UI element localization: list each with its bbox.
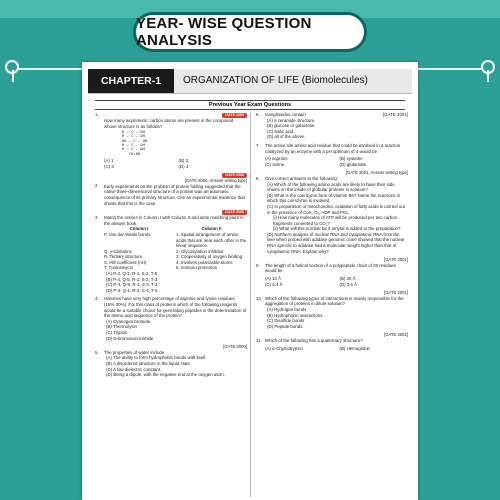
option-b: (B) P-4, Q-5, R-1, S-2, T-3 [106, 276, 158, 282]
option-b: (B) A disordered structure in the liquid state. [106, 360, 192, 366]
match-left: Q. γ-Globulins [104, 248, 132, 254]
chemical-structure: H — C — OH H — C — OH HO — C — OH H — C — OH H — C — OH CH₂OH [122, 129, 148, 156]
option-a: (A) Cyanogen bromide [106, 318, 151, 324]
column-divider [250, 112, 251, 497]
question-text: Give correct answers to the following: [265, 175, 338, 181]
answer-options [265, 346, 408, 352]
question-2 [95, 172, 247, 206]
option-c: (C) Disulfide bonds [267, 318, 305, 324]
option-b: (B) 2 [178, 157, 189, 163]
option-a: (A) α-Chymotrypsin [265, 345, 303, 351]
match-left: P. Van der Waals bonds [104, 231, 151, 237]
answer-options [265, 156, 408, 167]
question-number: 1. [95, 112, 99, 117]
match-right: 5. Immuno protection [176, 265, 218, 271]
option-a: (A) a ceramide structure. [267, 117, 316, 123]
option-c: (C) 5.4 Å [265, 281, 283, 287]
match-right: 4. Involves polarizable atoms [176, 259, 233, 265]
option-a: (A) The ability to form hydrophobic bonds with itself. [106, 355, 207, 361]
option-b: (B) Thermolysin [106, 324, 137, 330]
option-d: (D) Being a dipole, with the negative end at the oxygen atom. [106, 372, 225, 378]
option-a: (A) 10 Å [265, 276, 282, 282]
column-1-header: Column I [129, 226, 149, 232]
option-b: (B) Hydrophobic interactions [267, 312, 323, 318]
question-4 [95, 296, 247, 341]
question-1 [95, 112, 247, 169]
option-a: (A) P-3, Q-1, R-4, S-2, T-5 [106, 271, 158, 277]
option-d: (D) N-bromosuccinimide [106, 335, 154, 341]
question-source: [GATE 2001] [384, 290, 408, 296]
answer-options [104, 158, 247, 169]
question-8 [256, 170, 408, 254]
match-left: T. Tunicamycin [104, 265, 134, 271]
part-c-i: (i) How many molecules of ATP will be produced per two carbon fragments converted to CO₂? [273, 215, 398, 226]
part-a: (A) Which of the following amino acids are likely to have their side chains on the inside of globular proteins in solution? [267, 181, 395, 193]
section-heading: Previous Year Exam Questions [95, 100, 405, 110]
question-9 [256, 257, 408, 287]
question-number: 11. [256, 338, 262, 344]
option-c: (C) P-4, Q-5, R-1, S-3, T-2 [106, 282, 158, 288]
question-text: Which of the following has a quaternary structure? [265, 337, 363, 343]
question-3 [95, 209, 247, 293]
decorative-tick-right [487, 70, 489, 82]
question-number: 6. [256, 112, 260, 117]
option-a: (A) arginine [265, 156, 288, 162]
answer-options [265, 276, 408, 287]
column-2-header: Column II [201, 226, 222, 232]
right-column [256, 112, 408, 354]
document-page [82, 62, 418, 500]
question-text: Gangliosides contain [265, 112, 306, 117]
option-b: (B) 20 Å [339, 276, 356, 282]
question-text: Early experiments on the problem of protein folding suggested that the native three-dimensional structure of a protein was an automatic consequence of its primary structure. Cite an experimental evidence that shows that this is the case. [104, 183, 245, 206]
decorative-tick-left [12, 70, 14, 82]
question-11 [256, 332, 408, 351]
question-5 [95, 344, 247, 378]
question-text: Match the entries in Column I with Column II and write matching pairs in the answer book. [104, 215, 244, 226]
option-b: (B) Hemoglobin [339, 345, 371, 351]
option-b: (B) glucose or galactose. [267, 123, 316, 129]
question-source: [GATE 2001] [382, 112, 408, 117]
match-left: S. Hill-coefficient (nH) [104, 259, 147, 265]
exam-badge: GATE 2000 [222, 113, 247, 118]
question-number: 8. [256, 176, 260, 182]
question-number: 9. [256, 263, 260, 269]
chapter-title: ORGANIZATION OF LIFE (Biomolecules) [183, 75, 368, 86]
chapter-tag: CHAPTER-1 [88, 69, 174, 93]
question-10 [256, 290, 408, 329]
question-source: [GATE 2001, Answer writing type] [345, 170, 408, 176]
option-c: (C) serine [265, 161, 285, 167]
option-c: (C) Trypsin [106, 330, 128, 335]
match-right: 2. Glycosylation inhibitor [176, 248, 224, 254]
question-text: The properties of water include [104, 349, 165, 355]
question-6 [256, 112, 408, 140]
question-text: How many asymmetric carbon atoms are present in the compound whose structure is as follows? [104, 118, 234, 129]
option-c: (C) 3 [104, 163, 114, 169]
exam-badge: GATE 2000 [222, 173, 247, 178]
option-c: (C) A low dielectric constant. [106, 366, 162, 372]
part-c-ii: (ii) What will this number be if amytal is added to the preparation? [273, 226, 401, 232]
question-number: 7. [256, 142, 260, 148]
option-d: (D) Peptide bonds [267, 323, 303, 329]
option-d: (D) glutamate [339, 161, 367, 167]
question-number: 5. [95, 350, 99, 356]
question-number: 4. [95, 296, 99, 302]
match-right: 1. Spatial arrangement of amino acids that are near each other in the linear sequence [176, 231, 247, 249]
option-d: (D) 4 [178, 163, 189, 169]
chapter-bar [88, 69, 412, 94]
option-d: (D) all of the above. [267, 134, 306, 140]
page-title [133, 12, 367, 52]
page-title-text: YEAR- WISE QUESTION ANALYSIS [136, 15, 312, 49]
option-a: (A) 1 [104, 157, 114, 163]
question-text: The active site amino acid residue that could be involved in a reaction catalyzed by an enzyme with a pH optimum of 4 would be [265, 142, 401, 154]
option-d: (D) 3.6 Å [339, 281, 358, 287]
question-source: [GATE 2001] [384, 257, 408, 263]
question-7 [256, 143, 408, 167]
left-column [95, 112, 247, 381]
question-source: [GATE 2002] [384, 332, 408, 338]
match-left: R. Tertiary structure [104, 254, 143, 260]
question-text: Histones have very high percentage of arginine and lysine residues (15%-30%). For this class of proteins which of the following reagents would be a suitable choice for generating peptides in the determination of the amino acid sequence of the protein? [104, 296, 247, 319]
option-d: (D) P-3, Q-1, R-2, S-4, T-5 [106, 287, 158, 293]
question-number: 10. [256, 296, 263, 302]
option-b: (B) cysteine [339, 156, 363, 162]
question-text: Which of the following types of interactions is mainly responsible for the aggregation of proteins in dilute solution? [265, 295, 404, 307]
option-a: (A) Hydrogen bonds [267, 307, 307, 312]
question-number: 2. [95, 183, 99, 189]
question-source: [GATE 2000, Answer writing type] [184, 178, 247, 184]
option-c: (C) sialic acid. [267, 128, 295, 134]
match-right: 3. Cooperativity of oxygen binding [176, 254, 243, 260]
match-table [104, 226, 247, 271]
question-source: [GATE 2000] [223, 344, 247, 350]
exam-badge: GATE 2000 [222, 210, 247, 215]
part-b: (B) What is the coenzyme form of vitamin B6? Name the reactions in which this coenzyme is involved. [267, 192, 401, 204]
part-d: (D) Northern analysis of nuclear RNA and cytoplasmic RNA from the liver when probed with adidase genomic clone showed that the nuclear RNA specific to adidase had a molecular weight higher than that of cytoplasmic RNA. Explain why? [267, 231, 405, 254]
question-text: The length of a helical section of a polypeptide chain of 20 residues would be [265, 262, 396, 274]
question-number: 3. [95, 215, 99, 221]
part-c: (C) In preparation of mitochondria, oxidation of fatty acids is carried out in the presence of CoA, O₂, ADP and PO₄. [267, 203, 405, 215]
